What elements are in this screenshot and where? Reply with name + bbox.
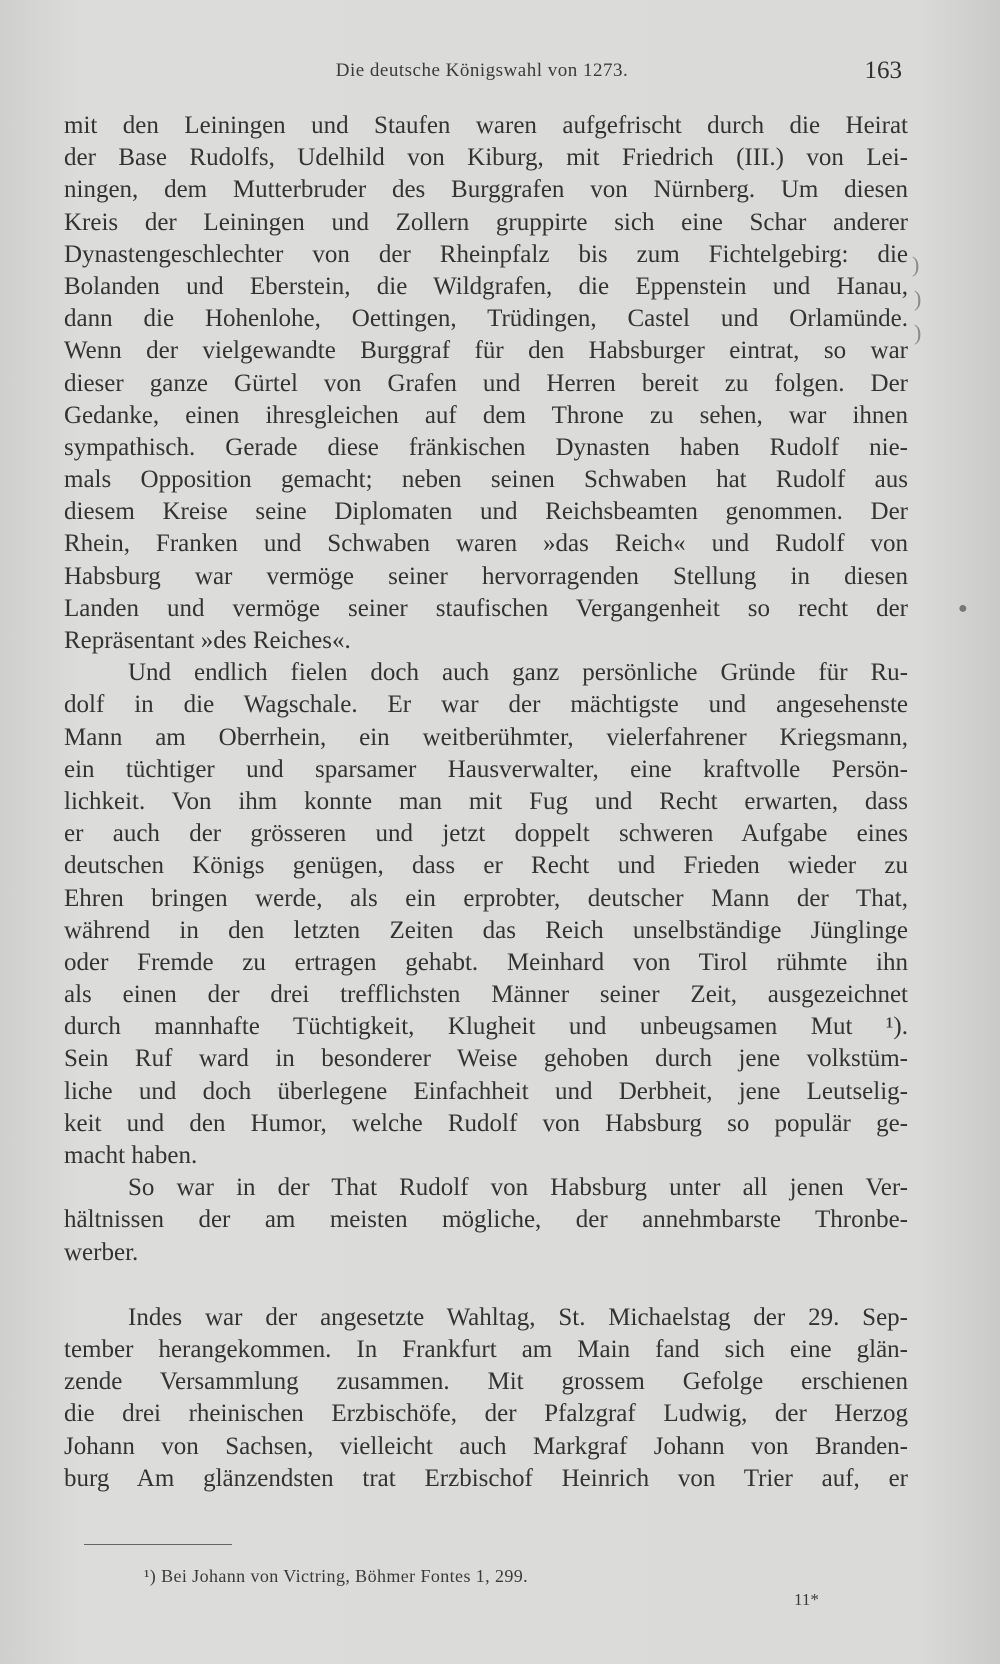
text-line: Dynastengeschlechter von der Rheinpfalz bis zum Fichtelgebirg: die	[64, 240, 908, 268]
running-head-title: Die deutsche Königswahl von 1273.	[335, 60, 629, 81]
text-line: als einen der drei trefflichsten Männer seiner Zeit, ausgezeichnet	[64, 981, 908, 1009]
text-line: mals Opposition gemacht; neben seinen Schwaben hat Rudolf aus	[64, 466, 908, 494]
text-line: der Base Rudolfs, Udelhild von Kiburg, mit Friedrich (III.) von Lei-	[64, 144, 908, 172]
text-line: Indes war der angesetzte Wahltag, St. Michaelstag der 29. Sep-	[128, 1303, 908, 1331]
text-line: ningen, dem Mutterbruder des Burggrafen von Nürnberg. Um diesen	[64, 176, 908, 204]
text-line: Rhein, Franken und Schwaben waren »das Reich« und Rudolf von	[64, 530, 908, 558]
text-line: macht haben.	[64, 1142, 198, 1169]
margin-bracket-mark: )	[914, 320, 922, 345]
text-line: Habsburg war vermöge seiner hervorragenden Stellung in diesen	[64, 562, 908, 590]
text-line: mit den Leiningen und Staufen waren aufgefrischt durch die Heirat	[64, 112, 908, 139]
text-line: Johann von Sachsen, vielleicht auch Markgraf Johann von Branden-	[64, 1432, 908, 1460]
paragraph-2	[64, 657, 908, 1172]
text-line: tember herangekommen. In Frankfurt am Main fand sich eine glän-	[64, 1335, 908, 1363]
text-line: deutschen Königs genügen, dass er Recht und Frieden wieder zu	[64, 852, 908, 880]
text-line: liche und doch überlegene Einfachheit und Derbheit, jene Leutselig-	[64, 1077, 908, 1105]
signature-mark: 11*	[794, 1590, 819, 1609]
text-line: dolf in die Wagschale. Er war der mächtigste und angesehenste	[64, 691, 908, 719]
text-line: Mann am Oberrhein, ein weitberühmter, vielerfahrener Kriegsmann,	[64, 723, 908, 751]
text-line: während in den letzten Zeiten das Reich unselbständige Jünglinge	[64, 916, 908, 944]
text-line: Gedanke, einen ihresgleichen auf dem Throne zu sehen, war ihnen	[64, 401, 908, 429]
text-line: er auch der grösseren und jetzt doppelt schweren Aufgabe eines	[64, 820, 908, 848]
text-line: Sein Ruf ward in besonderer Weise gehoben durch jene volkstüm-	[64, 1045, 908, 1073]
text-line: burg Am glänzendsten trat Erzbischof Heinrich von Trier auf, er	[64, 1464, 908, 1492]
text-line: Ehren bringen werde, als ein erprobter, deutscher Mann der That,	[64, 884, 908, 912]
text-line: Und endlich fielen doch auch ganz persönliche Gründe für Ru-	[128, 659, 908, 687]
body-text	[64, 110, 908, 1495]
paragraph-4	[64, 1302, 908, 1495]
text-line: Bolanden und Eberstein, die Wildgrafen, die Eppenstein und Hanau,	[64, 272, 908, 300]
text-line: dieser ganze Gürtel von Grafen und Herren bereit zu folgen. Der	[64, 369, 908, 397]
page-number: 163	[864, 57, 902, 84]
paragraph-1	[64, 110, 908, 657]
text-line: ein tüchtiger und sparsamer Hausverwalter, eine kraftvolle Persön-	[64, 755, 908, 783]
text-line: lichkeit. Von ihm konnte man mit Fug und Recht erwarten, dass	[64, 787, 908, 815]
margin-bracket-mark: )	[912, 252, 920, 277]
text-line: Wenn der vielgewandte Burggraf für den Habsburger eintrat, so war	[64, 337, 908, 365]
text-line: dann die Hohenlohe, Oettingen, Trüdingen, Castel und Orlamünde.	[64, 305, 908, 333]
paragraph-3	[64, 1172, 908, 1269]
text-line: oder Fremde zu ertragen gehabt. Meinhard von Tirol rühmte ihn	[64, 948, 908, 976]
text-line: hältnissen der am meisten mögliche, der annehmbarste Thronbe-	[64, 1206, 908, 1234]
text-line: diesem Kreise seine Diplomaten und Reichsbeamten genommen. Der	[64, 498, 908, 526]
text-line: die drei rheinischen Erzbischöfe, der Pfalzgraf Ludwig, der Herzog	[64, 1400, 908, 1428]
text-line: zende Versammlung zusammen. Mit grossem Gefolge erschienen	[64, 1368, 908, 1396]
text-line: Landen und vermöge seiner staufischen Vergangenheit so recht der	[64, 594, 908, 622]
margin-dot-mark: ●	[958, 600, 968, 617]
text-line: werber.	[64, 1238, 139, 1266]
running-head	[62, 57, 902, 90]
text-line: Repräsentant »des Reiches«.	[64, 627, 351, 654]
footnote-divider	[84, 1544, 232, 1545]
margin-bracket-mark: )	[914, 286, 922, 311]
text-line: So war in der That Rudolf von Habsburg unter all jenen Ver-	[128, 1174, 908, 1202]
text-line: Kreis der Leiningen und Zollern gruppirte sich eine Schar anderer	[64, 208, 908, 236]
text-line: keit und den Humor, welche Rudolf von Habsburg so populär ge-	[64, 1109, 908, 1137]
text-line: durch mannhafte Tüchtigkeit, Klugheit und unbeugsamen Mut ¹).	[64, 1013, 908, 1041]
footnote: ¹) Bei Johann von Victring, Böhmer Fontes 1, 299.	[144, 1566, 529, 1586]
text-line: sympathisch. Gerade diese fränkischen Dynasten haben Rudolf nie-	[64, 433, 908, 461]
section-gap	[64, 1269, 908, 1302]
